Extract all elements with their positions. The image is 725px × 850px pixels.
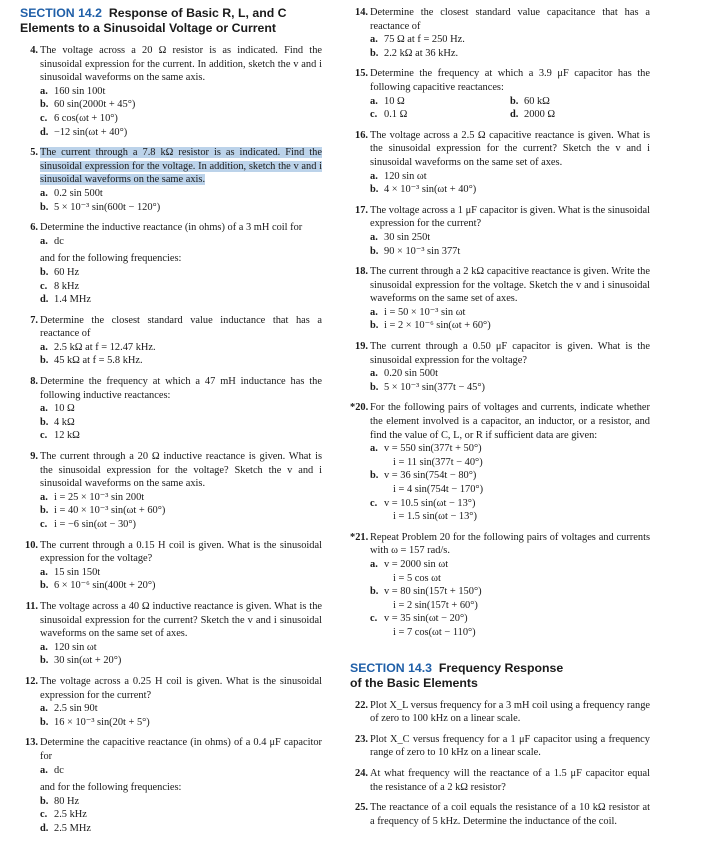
problem-stem: The reactance of a coil equals the resistance of a 10 kΩ resistor at a frequency of 5 kHz. Determine the inductance of the coil. xyxy=(370,802,650,827)
part-text: 2.5 MHz xyxy=(54,822,91,834)
part-text: i = 7 cos(ωt − 110°) xyxy=(393,626,476,638)
problem-25 xyxy=(350,801,650,828)
highlighted-text: The current through a 7.8 kΩ resistor is as indicated. Find the sinusoidal expression for the voltage. In addition, sketch the v and i sinusoidal waveforms on the same axis. xyxy=(40,147,322,186)
part-letter: d. xyxy=(40,822,49,834)
part-text: 10 Ω xyxy=(54,403,75,415)
problem-number: 18. xyxy=(355,266,368,278)
problem-part xyxy=(370,381,650,395)
problem-part xyxy=(370,183,650,197)
problem-stem: For the following pairs of voltages and currents, indicate whether the element involved is a capacitor, an inductor, or a resistor, and find the value of C, L, or R if sufficient data are given: xyxy=(370,402,650,441)
part-letter: d. xyxy=(40,126,49,138)
part-text: 80 Hz xyxy=(54,795,80,807)
problem-part xyxy=(40,293,322,307)
problem-part xyxy=(40,235,322,249)
problem-number: 7. xyxy=(30,314,38,326)
problem-12 xyxy=(20,675,322,729)
problem-stem: Plot X_C versus frequency for a 1 μF capacitor using a frequency range of zero to 10 kHz on a linear scale. xyxy=(370,733,650,759)
left-column xyxy=(20,6,322,842)
pair-current xyxy=(370,456,650,470)
part-letter: b. xyxy=(40,416,49,428)
section-number: SECTION 14.2 xyxy=(20,6,103,20)
part-letter: a. xyxy=(40,703,48,715)
problem-number: 12. xyxy=(25,675,38,687)
part-letter: a. xyxy=(370,170,378,182)
pair-current xyxy=(370,572,650,586)
part-letter: a. xyxy=(40,641,48,653)
part-letter: c. xyxy=(370,109,378,121)
problem-number: 10. xyxy=(25,539,38,551)
problem-part xyxy=(40,126,322,140)
part-text: 0.20 sin 500t xyxy=(384,368,438,380)
problem-part xyxy=(370,47,650,61)
part-letter: b. xyxy=(40,201,49,213)
problem-parts xyxy=(40,341,322,368)
problem-part xyxy=(40,266,322,280)
part-text: 2.5 sin 90t xyxy=(54,703,98,715)
part-text: 15 sin 150t xyxy=(54,566,101,578)
part-letter: b. xyxy=(40,795,49,807)
part-letter: b. xyxy=(40,355,49,367)
problem-19 xyxy=(350,340,650,394)
part-text: 2.5 kHz xyxy=(54,809,87,821)
part-letter: c. xyxy=(370,497,378,509)
section-14-3-heading xyxy=(350,661,650,691)
part-letter: c. xyxy=(40,430,48,442)
part-text: 6 × 10⁻⁶ sin(400t + 20°) xyxy=(54,580,156,592)
part-letter: b. xyxy=(40,716,49,728)
problem-number: 9. xyxy=(30,451,38,463)
part-text: 30 sin 250t xyxy=(384,231,431,243)
part-text: i = −6 sin(ωt − 30°) xyxy=(54,519,136,530)
part-text: i = 50 × 10⁻³ sin ωt xyxy=(384,306,466,318)
part-text: i = 5 cos ωt xyxy=(393,572,441,584)
problem-part xyxy=(40,187,322,201)
problem-stem: Repeat Problem 20 for the following pairs of voltages and currents with ω = 157 rad/s. xyxy=(370,531,650,557)
part-text: 90 × 10⁻³ sin 377t xyxy=(384,245,461,257)
part-text: 120 sin ωt xyxy=(54,641,97,653)
part-letter: b. xyxy=(40,505,49,517)
problem-parts xyxy=(40,235,322,249)
problem-part xyxy=(370,231,650,245)
part-letter: a. xyxy=(370,306,378,318)
problem-part xyxy=(40,808,322,822)
part-text: 5 × 10⁻³ sin(600t − 120°) xyxy=(54,201,161,213)
pair-voltage xyxy=(370,442,650,456)
part-text: v = 36 sin(754t − 80°) xyxy=(384,470,477,482)
problem-part xyxy=(40,85,322,99)
part-text: 2000 Ω xyxy=(524,109,556,121)
part-letter: c. xyxy=(370,613,378,625)
problem-part xyxy=(40,822,322,836)
part-letter: c. xyxy=(40,519,48,530)
part-text: 0.2 sin 500t xyxy=(54,187,103,199)
part-text: 4 × 10⁻³ sin(ωt + 40°) xyxy=(384,184,477,196)
part-text: i = 40 × 10⁻³ sin(ωt + 60°) xyxy=(54,505,166,517)
part-letter: a. xyxy=(40,235,48,247)
right-column xyxy=(350,6,650,835)
part-text: 16 × 10⁻³ sin(20t + 5°) xyxy=(54,716,150,728)
section-title-line2: Elements to a Sinusoidal Voltage or Current xyxy=(20,21,277,35)
problem-part xyxy=(510,108,650,122)
part-letter xyxy=(370,599,384,613)
problem-5 xyxy=(20,146,322,214)
problem-stem: The current through a 2 kΩ capacitive reactance is given. Write the sinusoidal expression for the voltage. Sketch the v and i sinusoidal waveforms on the same set of axes. xyxy=(370,266,650,305)
problem-parts xyxy=(370,33,650,60)
part-letter: b. xyxy=(370,586,379,598)
part-letter: a. xyxy=(40,341,48,353)
part-text: 45 kΩ at f = 5.8 kHz. xyxy=(54,355,143,367)
part-letter: d. xyxy=(40,294,49,306)
problem-11 xyxy=(20,600,322,668)
part-text: 10 Ω xyxy=(384,95,405,107)
part-text: 60 Hz xyxy=(54,266,80,278)
part-text: 75 Ω at f = 250 Hz. xyxy=(384,34,465,46)
problem-13 xyxy=(20,736,322,835)
problem-parts xyxy=(40,795,322,836)
problem-stem: Determine the frequency at which a 47 mH inductance has the following inductive reactances: xyxy=(40,376,322,401)
part-text: 4 kΩ xyxy=(54,416,75,428)
pair-current xyxy=(370,599,650,613)
problem-part xyxy=(370,245,650,259)
problem-number: *21. xyxy=(350,531,369,543)
parts-row xyxy=(370,95,650,109)
problem-15 xyxy=(350,67,650,121)
problem-stem: Plot X_L versus frequency for a 3 mH coil using a frequency range of zero to 100 kHz on a linear scale. xyxy=(370,699,650,725)
part-text: 160 sin 100t xyxy=(54,85,106,97)
problem-9 xyxy=(20,450,322,532)
problem-part xyxy=(40,518,322,532)
part-letter xyxy=(370,483,384,497)
problem-part xyxy=(40,716,322,730)
part-text: 120 sin ωt xyxy=(384,170,427,182)
problem-part xyxy=(370,306,650,320)
problem-part xyxy=(40,641,322,655)
part-letter: c. xyxy=(40,112,48,124)
part-text: 30 sin(ωt + 20°) xyxy=(54,655,122,667)
problem-pairs xyxy=(370,558,650,640)
problem-number: *20. xyxy=(350,402,369,414)
problem-part xyxy=(40,764,322,778)
part-text: 2.5 kΩ at f = 12.47 kHz. xyxy=(54,341,156,353)
part-letter: b. xyxy=(370,47,379,59)
pair-current xyxy=(370,626,650,640)
problem-14 xyxy=(350,6,650,60)
part-text: −12 sin(ωt + 40°) xyxy=(54,126,128,138)
part-text: dc xyxy=(54,764,64,776)
part-letter: b. xyxy=(40,99,49,111)
problem-number: 23. xyxy=(355,733,368,745)
part-text: i = 25 × 10⁻³ sin 200t xyxy=(54,491,145,503)
problem-18 xyxy=(350,265,650,333)
part-text: i = 11 sin(377t − 40°) xyxy=(393,456,483,468)
part-letter: a. xyxy=(40,566,48,578)
problem-parts xyxy=(40,266,322,307)
problem-8 xyxy=(20,375,322,443)
pair-voltage xyxy=(370,612,650,626)
part-letter: d. xyxy=(510,109,519,121)
problem-number: 25. xyxy=(355,802,368,814)
section-title-line2: of the Basic Elements xyxy=(350,675,478,690)
problem-stem: Determine the closest standard value capacitance that has a reactance of xyxy=(370,7,650,32)
problem-part xyxy=(370,170,650,184)
problem-midtext: and for the following frequencies: xyxy=(40,782,182,794)
problem-21 xyxy=(350,531,650,640)
problem-7 xyxy=(20,314,322,368)
problem-parts xyxy=(370,231,650,258)
part-text: 2.2 kΩ at 36 kHz. xyxy=(384,47,459,59)
part-letter: a. xyxy=(370,95,378,107)
part-letter: b. xyxy=(370,320,379,332)
problem-part xyxy=(40,702,322,716)
pair-current xyxy=(370,483,650,497)
problem-parts xyxy=(40,402,322,443)
problem-stem: The voltage across a 40 Ω inductive reactance is given. What is the sinusoidal expression for the current? Sketch the v and i sinusoidal waveforms on the same set of axes. xyxy=(40,600,322,640)
part-text: i = 4 sin(754t − 170°) xyxy=(393,484,484,495)
part-letter: b. xyxy=(40,580,49,592)
problem-part xyxy=(40,566,322,580)
problem-6 xyxy=(20,221,322,307)
problem-number: 22. xyxy=(355,699,368,711)
section-title-line1: Frequency Response xyxy=(438,660,564,675)
part-text: v = 10.5 sin(ωt − 13°) xyxy=(384,497,476,509)
part-letter: a. xyxy=(370,368,378,380)
problem-part xyxy=(370,33,650,47)
part-text: dc xyxy=(54,235,64,247)
right-problem-list-2 xyxy=(350,699,650,836)
section-number: SECTION 14.3 xyxy=(350,660,433,675)
part-text: 5 × 10⁻³ sin(377t − 45°) xyxy=(384,381,485,393)
problem-number: 11. xyxy=(25,600,38,612)
part-text: i = 2 × 10⁻⁶ sin(ωt + 60°) xyxy=(384,320,491,332)
problem-part xyxy=(40,98,322,112)
problem-part xyxy=(40,416,322,430)
section-14-2-heading xyxy=(20,6,322,36)
part-text: 0.1 Ω xyxy=(384,109,408,121)
part-letter: b. xyxy=(510,95,519,107)
part-text: v = 80 sin(157t + 150°) xyxy=(384,586,482,598)
problem-midtext: and for the following frequencies: xyxy=(40,253,182,265)
problem-stem: The current through a 0.15 H coil is given. What is the sinusoidal expression for the voltage? xyxy=(40,539,322,565)
problem-pairs xyxy=(370,442,650,524)
problem-part xyxy=(40,112,322,126)
problem-part xyxy=(40,491,322,505)
part-letter xyxy=(370,510,384,524)
problem-parts xyxy=(370,306,650,333)
problem-16 xyxy=(350,129,650,197)
part-text: 1.4 MHz xyxy=(54,294,91,306)
pair-voltage xyxy=(370,497,650,511)
part-letter: a. xyxy=(40,403,48,415)
problem-parts xyxy=(40,187,322,214)
problem-part xyxy=(370,367,650,381)
part-text: v = 35 sin(ωt − 20°) xyxy=(384,613,468,625)
problem-part xyxy=(40,280,322,294)
problem-20 xyxy=(350,401,650,523)
problem-part xyxy=(370,319,650,333)
problem-parts xyxy=(40,641,322,668)
pair-current xyxy=(370,510,650,524)
problem-stem: The current through a 20 Ω inductive reactance is given. What is the sinusoidal expression for the voltage? Sketch the v and i sinusoidal waveforms on the same axis. xyxy=(40,451,322,490)
problem-part xyxy=(40,201,322,215)
problem-part xyxy=(40,429,322,443)
problem-parts xyxy=(40,764,322,778)
problem-parts xyxy=(40,85,322,139)
problem-part xyxy=(370,95,510,109)
part-text: i = 2 sin(157t + 60°) xyxy=(393,599,478,611)
part-text: 60 sin(2000t + 45°) xyxy=(54,99,136,111)
part-letter: c. xyxy=(40,809,48,821)
problem-part xyxy=(40,504,322,518)
problem-parts xyxy=(40,702,322,729)
problem-parts xyxy=(40,491,322,532)
problem-10 xyxy=(20,539,322,593)
part-letter: b. xyxy=(370,184,379,196)
problem-parts xyxy=(370,95,650,122)
problem-parts xyxy=(370,367,650,394)
part-text: v = 550 sin(377t + 50°) xyxy=(384,443,482,455)
part-letter: a. xyxy=(40,764,48,776)
part-letter: b. xyxy=(370,245,379,257)
part-letter: a. xyxy=(40,491,48,503)
part-letter: b. xyxy=(370,470,379,482)
problem-parts xyxy=(40,566,322,593)
part-letter: a. xyxy=(40,187,48,199)
problem-stem: The voltage across a 0.25 H coil is given. What is the sinusoidal expression for the current? xyxy=(40,675,322,701)
right-problem-list xyxy=(350,6,650,647)
part-letter: b. xyxy=(370,381,379,393)
problem-stem: The voltage across a 20 Ω resistor is as indicated. Find the sinusoidal expression for the current. In addition, sketch the v and i sinusoidal waveforms on the same axis. xyxy=(40,45,322,84)
part-letter: a. xyxy=(370,231,378,243)
problem-number: 6. xyxy=(30,222,38,234)
problem-number: 16. xyxy=(355,129,368,141)
problem-part xyxy=(40,579,322,593)
problem-part xyxy=(510,95,650,109)
part-text: 8 kHz xyxy=(54,280,80,292)
problem-stem: The voltage across a 2.5 Ω capacitive reactance is given. What is the sinusoidal expression for the current? Sketch the v and i sinusoidal waveforms on the same set of axes. xyxy=(370,129,650,168)
part-text: v = 2000 sin ωt xyxy=(384,558,449,570)
problem-part xyxy=(40,402,322,416)
part-letter: a. xyxy=(40,85,48,97)
problem-part xyxy=(40,654,322,668)
problem-number: 5. xyxy=(30,147,38,159)
part-text: 12 kΩ xyxy=(54,430,80,442)
problem-23 xyxy=(350,733,650,760)
problem-number: 8. xyxy=(30,376,38,388)
problem-number: 17. xyxy=(355,204,368,216)
section-title-line1: Response of Basic R, L, and C xyxy=(108,6,287,20)
part-text: 60 kΩ xyxy=(524,95,550,107)
pair-voltage xyxy=(370,558,650,572)
problem-parts xyxy=(370,170,650,197)
problem-24 xyxy=(350,767,650,794)
part-letter: b. xyxy=(40,266,49,278)
problem-stem: The voltage across a 1 μF capacitor is given. What is the sinusoidal expression for the current? xyxy=(370,204,650,230)
problem-4 xyxy=(20,44,322,139)
problem-stem: Determine the closest standard value inductance that has a reactance of xyxy=(40,314,322,340)
problem-part xyxy=(40,354,322,368)
problem-number: 24. xyxy=(355,767,368,779)
problem-part xyxy=(40,795,322,809)
problem-stem: At what frequency will the reactance of a 1.5 μF capacitor equal the resistance of a 2 kΩ resistor? xyxy=(370,767,650,793)
part-letter xyxy=(370,456,384,470)
problem-stem: Determine the frequency at which a 3.9 μF capacitor has the following capacitive reactances: xyxy=(370,68,650,93)
pair-voltage xyxy=(370,585,650,599)
part-letter: a. xyxy=(370,34,378,46)
problem-number: 14. xyxy=(355,7,368,18)
problem-part xyxy=(40,341,322,355)
problem-number: 15. xyxy=(355,68,368,80)
part-text: 6 cos(ωt + 10°) xyxy=(54,112,118,124)
parts-row xyxy=(370,108,650,122)
part-letter: b. xyxy=(40,655,49,667)
problem-number: 13. xyxy=(25,737,38,749)
part-letter: c. xyxy=(40,280,48,292)
part-letter xyxy=(370,626,384,640)
problem-number: 4. xyxy=(30,45,38,56)
problem-stem: Determine the inductive reactance (in ohms) of a 3 mH coil for xyxy=(40,222,303,234)
problem-stem: Determine the capacitive reactance (in ohms) of a 0.4 μF capacitor for xyxy=(40,737,322,762)
part-letter xyxy=(370,572,384,586)
part-letter: a. xyxy=(370,558,378,570)
left-problem-list xyxy=(20,44,322,842)
pair-voltage xyxy=(370,469,650,483)
problem-stem xyxy=(40,146,322,187)
problem-17 xyxy=(350,204,650,258)
part-letter: a. xyxy=(370,443,378,455)
problem-stem: The current through a 0.50 μF capacitor is given. What is the sinusoidal expression for the voltage? xyxy=(370,341,650,366)
part-text: i = 1.5 sin(ωt − 13°) xyxy=(393,511,477,523)
problem-part xyxy=(370,108,510,122)
problem-number: 19. xyxy=(355,341,368,353)
problem-22 xyxy=(350,699,650,726)
